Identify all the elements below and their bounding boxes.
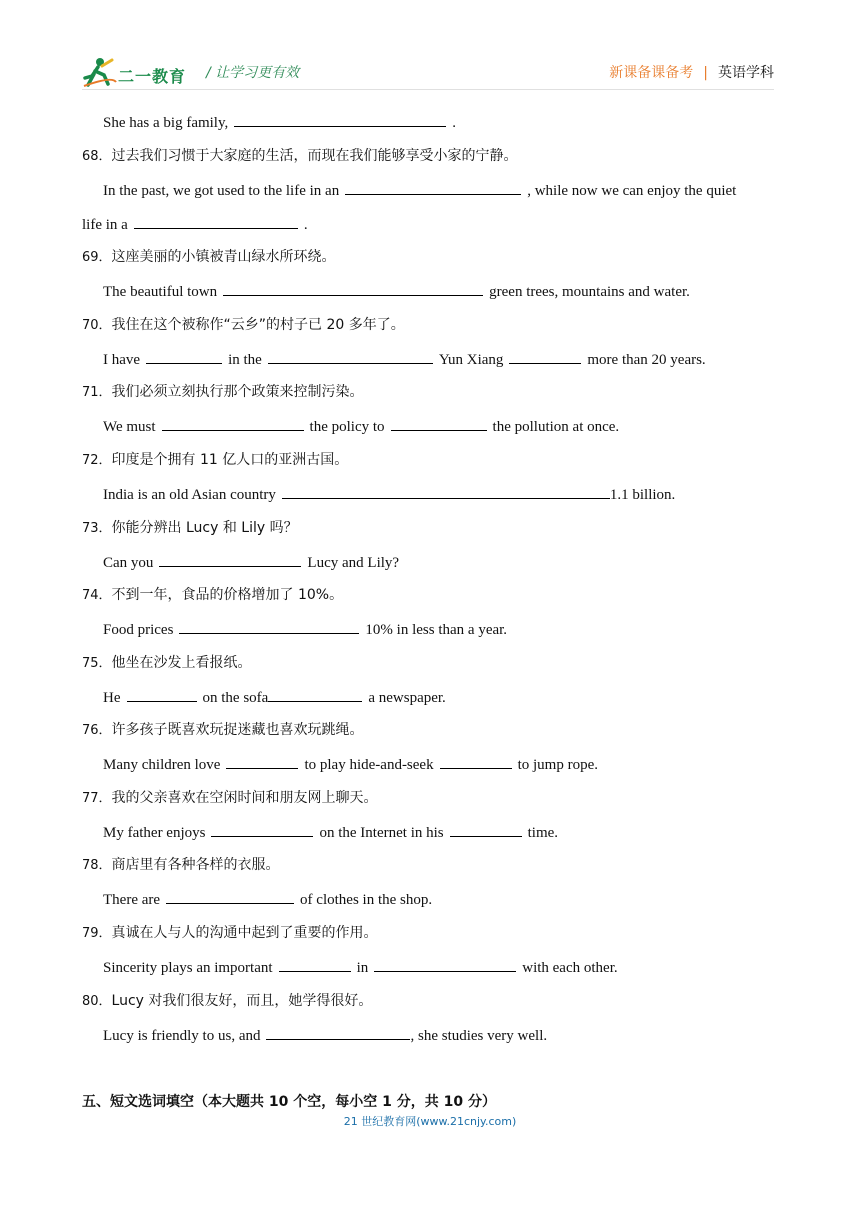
q68-english: In the past, we got used to the life in an , while now we can enjoy the quiet: [103, 180, 736, 201]
answer-blank[interactable]: [223, 281, 483, 296]
q74-chinese: 74．不到一年，食品的价格增加了 10%。: [82, 587, 344, 603]
q76-chinese: 76．许多孩子既喜欢玩捉迷藏也喜欢玩跳绳。: [82, 722, 364, 738]
q73-english: Can you Lucy and Lily?: [103, 552, 399, 573]
q72-chinese: 72．印度是个拥有 11 亿人口的亚洲古国。: [82, 452, 349, 468]
answer-blank[interactable]: [374, 957, 516, 972]
header-separator: |: [703, 65, 708, 81]
q78-chinese: 78．商店里有各种各样的衣服。: [82, 857, 280, 873]
answer-blank[interactable]: [146, 349, 222, 364]
page-footer: 21 世纪教育网(www.21cnjy.com): [343, 1115, 517, 1128]
answer-blank[interactable]: [282, 484, 610, 499]
answer-blank[interactable]: [211, 822, 313, 837]
answer-blank[interactable]: [234, 112, 446, 127]
q67-english: She has a big family, .: [103, 112, 456, 133]
logo-text: 二一教育: [118, 67, 187, 86]
q79-chinese: 79．真诚在人与人的沟通中起到了重要的作用。: [82, 925, 378, 941]
answer-blank[interactable]: [391, 416, 487, 431]
header-course-label: 新课备课备考: [609, 65, 694, 81]
answer-blank[interactable]: [268, 687, 362, 702]
q78-english: There are of clothes in the shop.: [103, 889, 432, 910]
answer-blank[interactable]: [179, 619, 359, 634]
q74-english: Food prices 10% in less than a year.: [103, 619, 507, 640]
header-right: [609, 62, 774, 82]
answer-blank[interactable]: [134, 214, 298, 229]
answer-blank[interactable]: [266, 1025, 410, 1040]
answer-blank[interactable]: [279, 957, 351, 972]
q68-chinese: 68．过去我们习惯于大家庭的生活，而现在我们能够享受小家的宁静。: [82, 148, 518, 164]
answer-blank[interactable]: [162, 416, 304, 431]
q71-chinese: 71．我们必须立刻执行那个政策来控制污染。: [82, 384, 364, 400]
answer-blank[interactable]: [345, 180, 521, 195]
q80-chinese: 80．Lucy 对我们很友好，而且，她学得很好。: [82, 993, 373, 1009]
answer-blank[interactable]: [166, 889, 294, 904]
header-divider: [82, 89, 774, 90]
answer-blank[interactable]: [450, 822, 522, 837]
q73-chinese: 73．你能分辨出 Lucy 和 Lily 吗？: [82, 520, 298, 536]
answer-blank[interactable]: [440, 754, 512, 769]
section-title: 五、短文选词填空（本大题共 10 个空，每小空 1 分，共 10 分）: [82, 1094, 496, 1110]
slogan: / 让学习更有效: [206, 65, 300, 81]
q77-chinese: 77．我的父亲喜欢在空闲时间和朋友网上聊天。: [82, 790, 378, 806]
q68-english-cont: life in a .: [82, 214, 308, 235]
q75-chinese: 75．他坐在沙发上看报纸。: [82, 655, 252, 671]
answer-blank[interactable]: [159, 552, 301, 567]
header-subject: 英语学科: [718, 65, 774, 81]
page-header: [0, 0, 860, 100]
q77-english: My father enjoys on the Internet in his time.: [103, 822, 558, 843]
q69-english: The beautiful town green trees, mountains and water.: [103, 281, 690, 302]
q76-english: Many children love to play hide-and-seek to jump rope.: [103, 754, 598, 775]
answer-blank[interactable]: [268, 349, 433, 364]
answer-blank[interactable]: [127, 687, 197, 702]
q71-english: We must the policy to the pollution at once.: [103, 416, 619, 437]
q70-chinese: 70．我住在这个被称作“云乡”的村子已 20 多年了。: [82, 317, 405, 333]
answer-blank[interactable]: [226, 754, 298, 769]
q80-english: Lucy is friendly to us, and , she studies very well.: [103, 1025, 547, 1046]
q75-english: He on the sofa a newspaper.: [103, 687, 446, 708]
q79-english: Sincerity plays an important in with each other.: [103, 957, 618, 978]
q69-chinese: 69．这座美丽的小镇被青山绿水所环绕。: [82, 249, 336, 265]
answer-blank[interactable]: [509, 349, 581, 364]
q72-english: India is an old Asian country 1.1 billion.: [103, 484, 675, 505]
q70-english: I have in the Yun Xiang more than 20 years.: [103, 349, 706, 370]
